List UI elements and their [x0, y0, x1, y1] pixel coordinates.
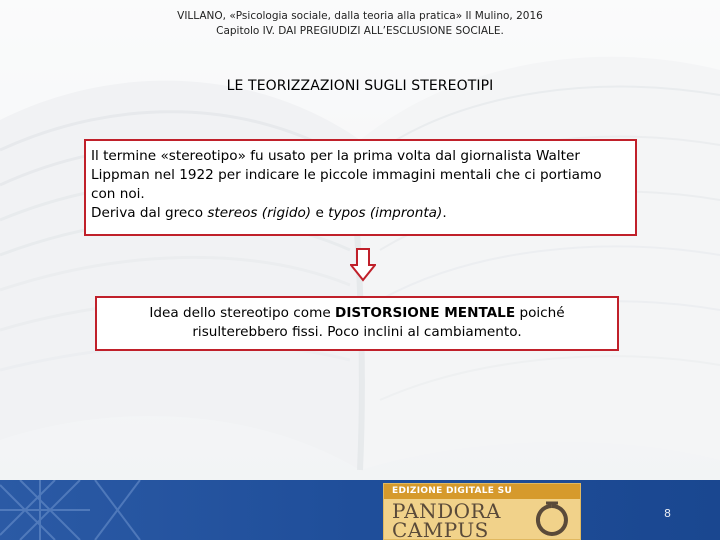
- conclusion-keyword: DISTORSIONE MENTALE: [335, 305, 516, 321]
- etymology-term-stereos: stereos (rigido): [207, 205, 312, 221]
- logo-brand-campus: CAMPUS: [392, 518, 489, 540]
- etymology-suffix: .: [442, 205, 447, 221]
- down-arrow-icon: [350, 248, 376, 286]
- conclusion-box: [95, 296, 619, 351]
- etymology-prefix: Deriva dal greco: [91, 205, 208, 221]
- pandora-campus-logo: [383, 483, 581, 540]
- conclusion-prefix: Idea dello stereotipo come: [149, 305, 336, 321]
- header-citation: VILLANO, «Psicologia sociale, dalla teoria alla pratica» Il Mulino, 2016: [177, 10, 543, 22]
- etymology-term-typos: typos (impronta): [328, 205, 443, 221]
- etymology-mid: e: [311, 205, 329, 221]
- definition-text: Il termine «stereotipo» fu usato per la prima volta dal giornalista Walter Lippman nel 1922 per indicare le piccole immagini mentali che ci portiamo con noi.: [91, 148, 602, 202]
- etymology-line: [91, 204, 630, 223]
- page-number: 8: [664, 507, 671, 520]
- footer-pattern: [0, 480, 720, 540]
- slide-header: [0, 9, 720, 39]
- logo-brand-pandora: PANDORA: [392, 499, 501, 523]
- header-chapter: Capitolo IV. DAI PREGIUDIZI ALL’ESCLUSIONE SOCIALE.: [216, 25, 504, 37]
- logo-edition-text: EDIZIONE DIGITALE SU: [392, 486, 513, 496]
- conclusion-suffix: poiché risulterebbero fissi. Poco inclini al cambiamento.: [192, 305, 565, 340]
- definition-box: [84, 139, 637, 236]
- footer-band: [0, 480, 720, 540]
- omega-logo-icon: [530, 500, 574, 540]
- slide-title: LE TEORIZZAZIONI SUGLI STEREOTIPI: [226, 78, 494, 94]
